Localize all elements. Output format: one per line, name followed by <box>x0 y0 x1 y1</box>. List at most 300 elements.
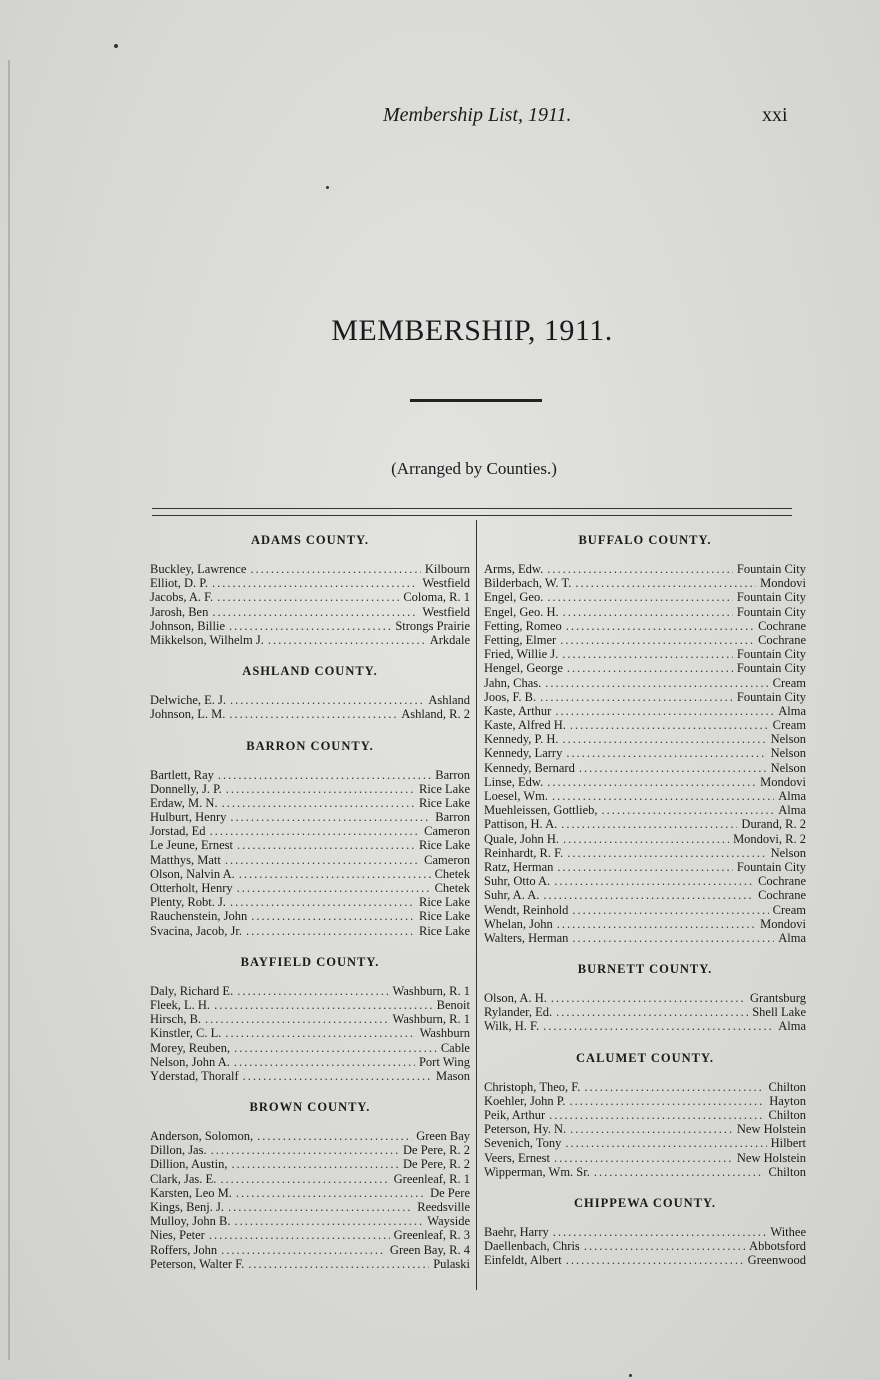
member-place: Withee <box>770 1224 806 1239</box>
member-entry <box>484 1239 806 1253</box>
member-place: Rice Lake <box>418 923 470 938</box>
dot-leader <box>569 1094 765 1108</box>
member-name: Plenty, Robt. J. <box>150 895 226 910</box>
member-name: Muehleissen, Gottlieb, <box>484 803 598 818</box>
dot-leader <box>555 704 774 718</box>
member-entry <box>150 796 470 810</box>
dot-leader <box>557 860 732 874</box>
member-entry <box>150 707 470 721</box>
member-entry <box>484 761 806 775</box>
member-entry <box>484 704 806 718</box>
member-place: Strongs Prairie <box>395 618 470 633</box>
member-name: Suhr, A. A. <box>484 888 540 903</box>
member-place: Reedsville <box>417 1200 470 1214</box>
member-entry <box>484 817 806 831</box>
dot-leader <box>221 1243 386 1257</box>
dot-leader <box>547 562 733 576</box>
dot-leader <box>553 1225 767 1239</box>
member-entry <box>484 789 806 803</box>
member-name: Morey, Reuben, <box>150 1040 231 1055</box>
member-place: Mondovi <box>760 576 806 591</box>
member-entry <box>150 1243 470 1257</box>
dot-leader <box>543 1019 774 1033</box>
member-name: Engel, Geo. <box>484 590 544 605</box>
member-entry <box>484 1005 806 1019</box>
dot-leader <box>551 991 746 1005</box>
dot-leader <box>584 1239 745 1253</box>
running-head-title: Membership List, 1911. <box>383 104 572 126</box>
member-name: Christoph, Theo, F. <box>484 1079 581 1094</box>
member-entry <box>484 1094 806 1108</box>
member-place: Westfield <box>422 604 470 619</box>
member-entry <box>150 1129 470 1143</box>
member-name: Peik, Arthur <box>484 1108 546 1122</box>
dot-leader <box>229 707 397 721</box>
member-name: Pattison, H. A. <box>484 817 558 832</box>
dot-leader <box>565 1136 766 1150</box>
member-name: Reinhardt, R. F. <box>484 845 564 860</box>
member-name: Donnelly, J. P. <box>150 781 222 796</box>
member-entry <box>150 768 470 782</box>
member-place: New Holstein <box>736 1122 806 1137</box>
member-name: Karsten, Leo M. <box>150 1185 232 1200</box>
running-head <box>0 104 880 128</box>
member-entry <box>150 1157 470 1171</box>
member-entry <box>484 903 806 917</box>
member-place: Rice Lake <box>418 795 470 810</box>
dot-leader <box>570 718 769 732</box>
county-section <box>150 1099 470 1271</box>
dot-leader <box>246 924 415 938</box>
dot-leader <box>575 576 756 590</box>
member-entry <box>484 991 806 1005</box>
member-name: Fleek, L. H. <box>150 997 211 1012</box>
member-place: Alma <box>778 703 806 718</box>
member-name: Hulburt, Henry <box>150 810 227 825</box>
member-place: Hayton <box>769 1093 806 1108</box>
member-name: Olson, A. H. <box>484 991 547 1006</box>
dot-leader <box>570 1122 733 1136</box>
print-speck <box>629 1374 632 1377</box>
county-heading: BAYFIELD COUNTY. <box>240 954 380 969</box>
member-entry <box>150 998 470 1012</box>
county-heading: ADAMS COUNTY. <box>250 533 370 547</box>
member-name: Veers, Ernest <box>484 1150 550 1165</box>
county-section <box>150 738 470 938</box>
member-entry <box>150 1200 470 1214</box>
member-entry <box>150 909 470 923</box>
member-place: Ashland <box>428 693 470 708</box>
page-subtitle: (Arranged by Counties.) <box>391 459 557 478</box>
member-place: Washburn <box>419 1026 470 1041</box>
member-entry <box>150 1026 470 1040</box>
member-entry <box>150 576 470 590</box>
dot-leader <box>237 881 431 895</box>
member-name: Suhr, Otto A. <box>484 874 551 889</box>
member-place: Fountain City <box>736 590 806 605</box>
member-entry <box>484 1225 806 1239</box>
dot-leader <box>250 562 420 576</box>
member-entry <box>150 1055 470 1069</box>
member-name: Peterson, Hy. N. <box>484 1122 567 1137</box>
dot-leader <box>552 789 774 803</box>
county-heading: BUFFALO COUNTY. <box>578 533 712 547</box>
member-place: Mason <box>435 1068 470 1083</box>
county-heading: BROWN COUNTY. <box>249 1100 371 1115</box>
dot-leader <box>209 1228 390 1242</box>
member-name: Wendt, Reinhold <box>484 902 569 917</box>
member-place: Nelson <box>770 845 806 860</box>
dot-leader <box>234 1214 423 1228</box>
member-place: Nelson <box>770 746 806 761</box>
county-heading: BURNETT COUNTY. <box>577 962 713 977</box>
member-name: Olson, Nalvin A. <box>150 866 235 881</box>
dot-leader <box>222 796 415 810</box>
member-name: Engel, Geo. H. <box>484 604 559 619</box>
dot-leader <box>239 867 431 881</box>
member-name: Delwiche, E. J. <box>150 693 227 708</box>
left-column <box>150 532 470 1271</box>
member-name: Svacina, Jacob, Jr. <box>150 923 242 938</box>
page-title: MEMBERSHIP, 1911. <box>331 314 613 347</box>
dot-leader <box>547 775 756 789</box>
member-place: Fountain City <box>736 661 806 676</box>
member-name: Daly, Richard E. <box>150 983 234 998</box>
member-name: Rylander, Ed. <box>484 1005 553 1020</box>
member-place: Mondovi <box>760 916 806 931</box>
member-name: Kennedy, Bernard <box>484 760 575 775</box>
member-entry <box>484 931 806 945</box>
right-column <box>484 532 806 1268</box>
dot-leader <box>205 1012 388 1026</box>
dot-leader <box>234 1055 415 1069</box>
dot-leader <box>218 768 431 782</box>
member-entry <box>150 838 470 852</box>
member-place: Cochrane <box>758 618 806 633</box>
member-entry <box>150 1041 470 1055</box>
member-place: Mondovi, R. 2 <box>733 831 806 846</box>
dot-leader <box>556 1005 748 1019</box>
member-place: Nelson <box>770 760 806 775</box>
dot-leader <box>602 803 775 817</box>
member-place: Ashland, R. 2 <box>401 707 470 722</box>
member-place: Rice Lake <box>418 838 470 853</box>
member-name: Kennedy, P. H. <box>484 732 559 747</box>
member-name: Clark, Jas. E. <box>150 1171 217 1186</box>
member-name: Buckley, Lawrence <box>150 562 247 576</box>
dot-leader <box>563 605 733 619</box>
member-entry <box>150 853 470 867</box>
county-heading: BARRON COUNTY. <box>246 738 374 753</box>
dot-leader <box>214 998 433 1012</box>
county-section <box>484 532 806 945</box>
member-place: De Pere, R. 2 <box>403 1143 470 1158</box>
member-place: Rice Lake <box>418 895 470 910</box>
member-place: Cream <box>772 718 806 733</box>
member-name: Jarosh, Ben <box>150 604 209 619</box>
member-place: Durand, R. 2 <box>741 817 806 832</box>
dot-leader <box>230 810 431 824</box>
dot-leader <box>229 619 391 633</box>
member-place: Alma <box>778 1019 806 1034</box>
member-entry <box>150 1143 470 1157</box>
dot-leader <box>594 1165 765 1179</box>
member-place: Pulaski <box>433 1256 470 1271</box>
member-name: Jorstad, Ed <box>150 824 206 839</box>
member-place: Rice Lake <box>418 781 470 796</box>
member-place: Chetek <box>434 881 470 895</box>
member-entry <box>484 619 806 633</box>
county-section <box>150 954 470 1083</box>
dot-leader <box>549 1108 764 1122</box>
member-place: Cream <box>772 902 806 917</box>
member-name: Arms, Edw. <box>484 562 544 576</box>
dot-leader <box>566 746 766 760</box>
member-place: Fountain City <box>736 562 806 576</box>
member-name: Le Jeune, Ernest <box>150 838 233 853</box>
double-rule <box>152 508 792 516</box>
member-entry <box>150 895 470 909</box>
dot-leader <box>545 676 768 690</box>
member-place: Cochrane <box>758 874 806 889</box>
member-entry <box>150 1186 470 1200</box>
dot-leader <box>561 817 737 831</box>
member-entry <box>484 661 806 675</box>
dot-leader <box>234 1041 437 1055</box>
member-entry <box>484 647 806 661</box>
dot-leader <box>257 1129 412 1143</box>
member-name: Fried, Willie J. <box>484 647 559 662</box>
member-place: Green Bay <box>416 1129 470 1144</box>
dot-leader <box>560 633 754 647</box>
dot-leader <box>230 895 415 909</box>
member-name: Dillion, Austin, <box>150 1157 228 1172</box>
member-name: Quale, John H. <box>484 831 559 846</box>
dot-leader <box>563 832 729 846</box>
dot-leader <box>584 1080 764 1094</box>
member-name: Wilk, H. F. <box>484 1019 540 1034</box>
member-entry <box>484 874 806 888</box>
member-entry <box>484 732 806 746</box>
member-entry <box>484 860 806 874</box>
member-place: Hilbert <box>770 1136 806 1151</box>
dot-leader <box>579 761 767 775</box>
member-entry <box>484 746 806 760</box>
member-place: Chilton <box>768 1164 806 1179</box>
dot-leader <box>547 590 733 604</box>
member-place: Chetek <box>434 866 470 881</box>
dot-leader <box>228 1200 413 1214</box>
member-name: Walters, Herman <box>484 930 569 945</box>
member-name: Roffers, John <box>150 1242 218 1257</box>
member-place: De Pere, R. 2 <box>403 1157 470 1172</box>
member-name: Matthys, Matt <box>150 852 221 867</box>
member-name: Jacobs, A. F. <box>150 590 214 605</box>
member-name: Bartlett, Ray <box>150 767 214 782</box>
dot-leader <box>543 888 754 902</box>
member-place: Barron <box>435 767 470 782</box>
member-name: Jahn, Chas. <box>484 675 542 690</box>
member-name: Bilderbach, W. T. <box>484 576 572 591</box>
dot-leader <box>237 838 415 852</box>
member-place: Fountain City <box>736 859 806 874</box>
member-entry <box>484 1151 806 1165</box>
member-entry <box>484 803 806 817</box>
member-entry <box>150 810 470 824</box>
member-name: Sevenich, Tony <box>484 1136 562 1151</box>
member-entry <box>484 917 806 931</box>
dot-leader <box>557 917 756 931</box>
dot-leader <box>572 903 768 917</box>
member-name: Dillon, Jas. <box>150 1143 207 1158</box>
member-entry <box>484 888 806 902</box>
member-place: Cochrane <box>758 888 806 903</box>
member-name: Wipperman, Wm. Sr. <box>484 1164 590 1179</box>
member-name: Anderson, Solomon, <box>150 1129 254 1144</box>
member-place: Fountain City <box>736 647 806 662</box>
member-name: Hirsch, B. <box>150 1012 202 1027</box>
member-entry <box>484 832 806 846</box>
member-entry <box>150 1228 470 1242</box>
dot-leader <box>212 576 418 590</box>
member-entry <box>484 775 806 789</box>
member-entry <box>484 1080 806 1094</box>
member-entry <box>484 1108 806 1122</box>
member-name: Joos, F. B. <box>484 689 537 704</box>
member-name: Nies, Peter <box>150 1228 205 1243</box>
member-place: Alma <box>778 789 806 803</box>
county-heading: CALUMET COUNTY. <box>576 1050 714 1065</box>
member-name: Kinstler, C. L. <box>150 1026 222 1041</box>
member-entry <box>150 1069 470 1083</box>
member-name: Ratz, Herman <box>484 859 554 874</box>
dot-leader <box>212 605 418 619</box>
member-name: Otterholt, Henry <box>150 881 233 895</box>
member-entry <box>150 562 470 576</box>
dot-leader <box>566 1253 744 1267</box>
dot-leader <box>251 909 415 923</box>
member-entry <box>484 1019 806 1033</box>
county-section <box>150 532 470 647</box>
dot-leader <box>243 1069 432 1083</box>
member-name: Erdaw, M. N. <box>150 795 218 810</box>
member-entry <box>484 1136 806 1150</box>
member-name: Koehler, John P. <box>484 1093 566 1108</box>
member-place: Cameron <box>424 852 470 867</box>
dot-leader <box>567 661 733 675</box>
member-place: Abbotsford <box>749 1239 806 1254</box>
member-place: Rice Lake <box>418 909 470 924</box>
member-place: Barron <box>435 810 470 825</box>
county-section <box>484 1195 806 1268</box>
member-entry <box>484 576 806 590</box>
binding-edge <box>8 60 10 1360</box>
member-name: Whelan, John <box>484 916 553 931</box>
member-name: Fetting, Elmer <box>484 632 557 647</box>
dot-leader <box>566 619 754 633</box>
dot-leader <box>220 1172 389 1186</box>
member-place: Green Bay, R. 4 <box>389 1242 470 1257</box>
member-place: Fountain City <box>736 604 806 619</box>
member-entry <box>484 676 806 690</box>
member-entry <box>150 693 470 707</box>
column-divider <box>476 520 477 1290</box>
dot-leader <box>231 1157 399 1171</box>
member-place: Cameron <box>424 824 470 839</box>
member-entry <box>150 633 470 647</box>
member-place: Washburn, R. 1 <box>392 1012 470 1027</box>
member-name: Hengel, George <box>484 661 563 676</box>
member-name: Fetting, Romeo <box>484 618 562 633</box>
dot-leader <box>211 1143 399 1157</box>
member-place: Chilton <box>768 1079 806 1094</box>
member-name: Elliot, D. P. <box>150 576 208 591</box>
dot-leader <box>563 732 767 746</box>
member-place: New Holstein <box>736 1150 806 1165</box>
member-name: Kaste, Alfred H. <box>484 718 566 733</box>
member-entry <box>150 1012 470 1026</box>
member-entry <box>484 690 806 704</box>
member-name: Mikkelson, Wilhelm J. <box>150 632 264 647</box>
dot-leader <box>268 633 426 647</box>
member-entry <box>484 1122 806 1136</box>
member-place: Benoit <box>436 997 470 1012</box>
member-name: Kaste, Arthur <box>484 703 552 718</box>
member-name: Kennedy, Larry <box>484 746 563 761</box>
member-entry <box>150 1172 470 1186</box>
member-entry <box>150 824 470 838</box>
county-heading: ASHLAND COUNTY. <box>242 664 378 679</box>
dot-leader <box>225 1026 415 1040</box>
member-name: Johnson, L. M. <box>150 707 226 722</box>
member-name: Kings, Benj. J. <box>150 1200 224 1214</box>
member-entry <box>484 605 806 619</box>
member-place: Kilbourn <box>424 562 470 576</box>
member-entry <box>484 590 806 604</box>
county-section <box>150 663 470 721</box>
dot-leader <box>210 824 421 838</box>
member-place: Cochrane <box>758 632 806 647</box>
dot-leader <box>237 984 388 998</box>
member-entry <box>150 1214 470 1228</box>
member-place: Alma <box>778 930 806 945</box>
member-place: De Pere <box>430 1185 470 1200</box>
member-place: Greenleaf, R. 3 <box>393 1228 470 1243</box>
page-number: xxi <box>762 104 788 126</box>
member-place: Shell Lake <box>752 1005 806 1020</box>
member-entry <box>150 605 470 619</box>
member-place: Arkdale <box>429 632 470 647</box>
dot-leader <box>540 690 733 704</box>
member-place: Port Wing <box>418 1054 470 1069</box>
member-place: Chilton <box>768 1108 806 1122</box>
member-place: Nelson <box>770 732 806 747</box>
member-entry <box>150 782 470 796</box>
member-name: Rauchenstein, John <box>150 909 248 924</box>
member-name: Mulloy, John B. <box>150 1214 231 1229</box>
dot-leader <box>236 1186 426 1200</box>
member-name: Yderstad, Thoralf <box>150 1068 239 1083</box>
member-entry <box>484 1165 806 1179</box>
member-place: Westfield <box>422 576 470 591</box>
member-entry <box>150 881 470 895</box>
member-place: Cream <box>772 675 806 690</box>
member-place: Greenwood <box>747 1253 806 1268</box>
dot-leader <box>230 693 424 707</box>
dot-leader <box>217 590 399 604</box>
member-place: Washburn, R. 1 <box>392 983 470 998</box>
member-name: Peterson, Walter F. <box>150 1256 245 1271</box>
